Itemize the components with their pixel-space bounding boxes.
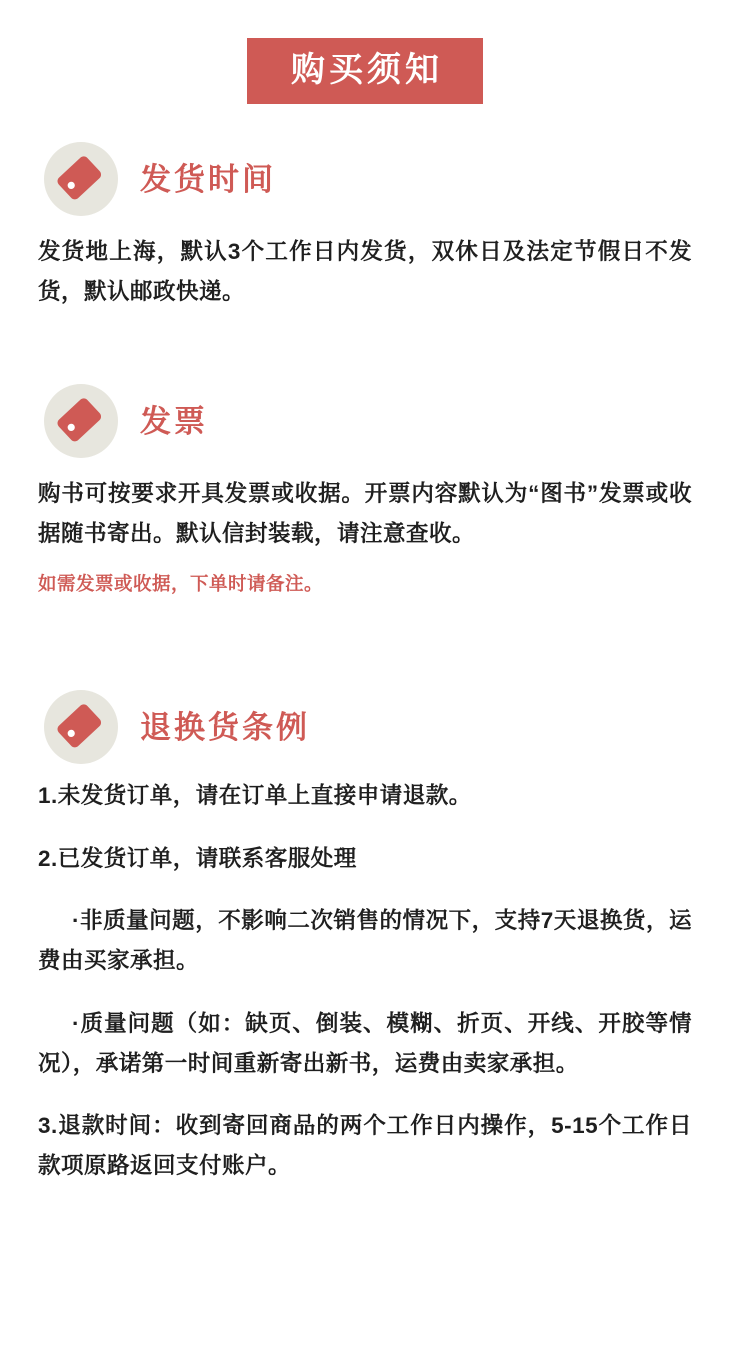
- return-policy-item-5: 3.退款时间：收到寄回商品的两个工作日内操作，5-15个工作日款项原路返回支付账户。: [38, 1113, 692, 1179]
- section-header-invoice: [38, 384, 692, 458]
- section-note-invoice: 如需发票或收据，下单时请备注。: [38, 573, 324, 595]
- price-tag-icon: [44, 384, 118, 458]
- section-title-return-policy: 退换货条例: [140, 709, 310, 745]
- return-policy-item-4: ·质量问题（如：缺页、倒装、模糊、折页、开线、开胶等情况），承诺第一时间重新寄出新书，运费由卖家承担。: [38, 1010, 692, 1076]
- price-tag-icon: [44, 142, 118, 216]
- banner-wrapper: [38, 0, 692, 104]
- section-paragraph-invoice: 购书可按要求开具发票或收据。开票内容默认为“图书”发票或收据随书寄出。默认信封装载，请注意查收。: [38, 481, 692, 547]
- section-header-return-policy: [38, 690, 692, 764]
- section-paragraph-shipping-time: 发货地上海，默认3个工作日内发货，双休日及法定节假日不发货，默认邮政快递。: [38, 239, 692, 305]
- price-tag-icon: [44, 690, 118, 764]
- section-title-shipping-time: 发货时间: [140, 161, 276, 197]
- section-header-shipping-time: [38, 142, 692, 216]
- page-title: 购买须知: [247, 38, 483, 104]
- section-title-invoice: 发票: [140, 403, 208, 439]
- return-policy-item-1: 1.未发货订单，请在订单上直接申请退款。: [38, 783, 472, 809]
- spacer: [38, 1209, 692, 1269]
- spacer: [38, 312, 692, 346]
- spacer: [38, 618, 692, 652]
- return-policy-item-2: 2.已发货订单，请联系客服处理: [38, 845, 357, 871]
- return-policy-item-3: ·非质量问题，不影响二次销售的情况下，支持7天退换货，运费由买家承担。: [38, 908, 692, 974]
- spacer: [38, 764, 692, 772]
